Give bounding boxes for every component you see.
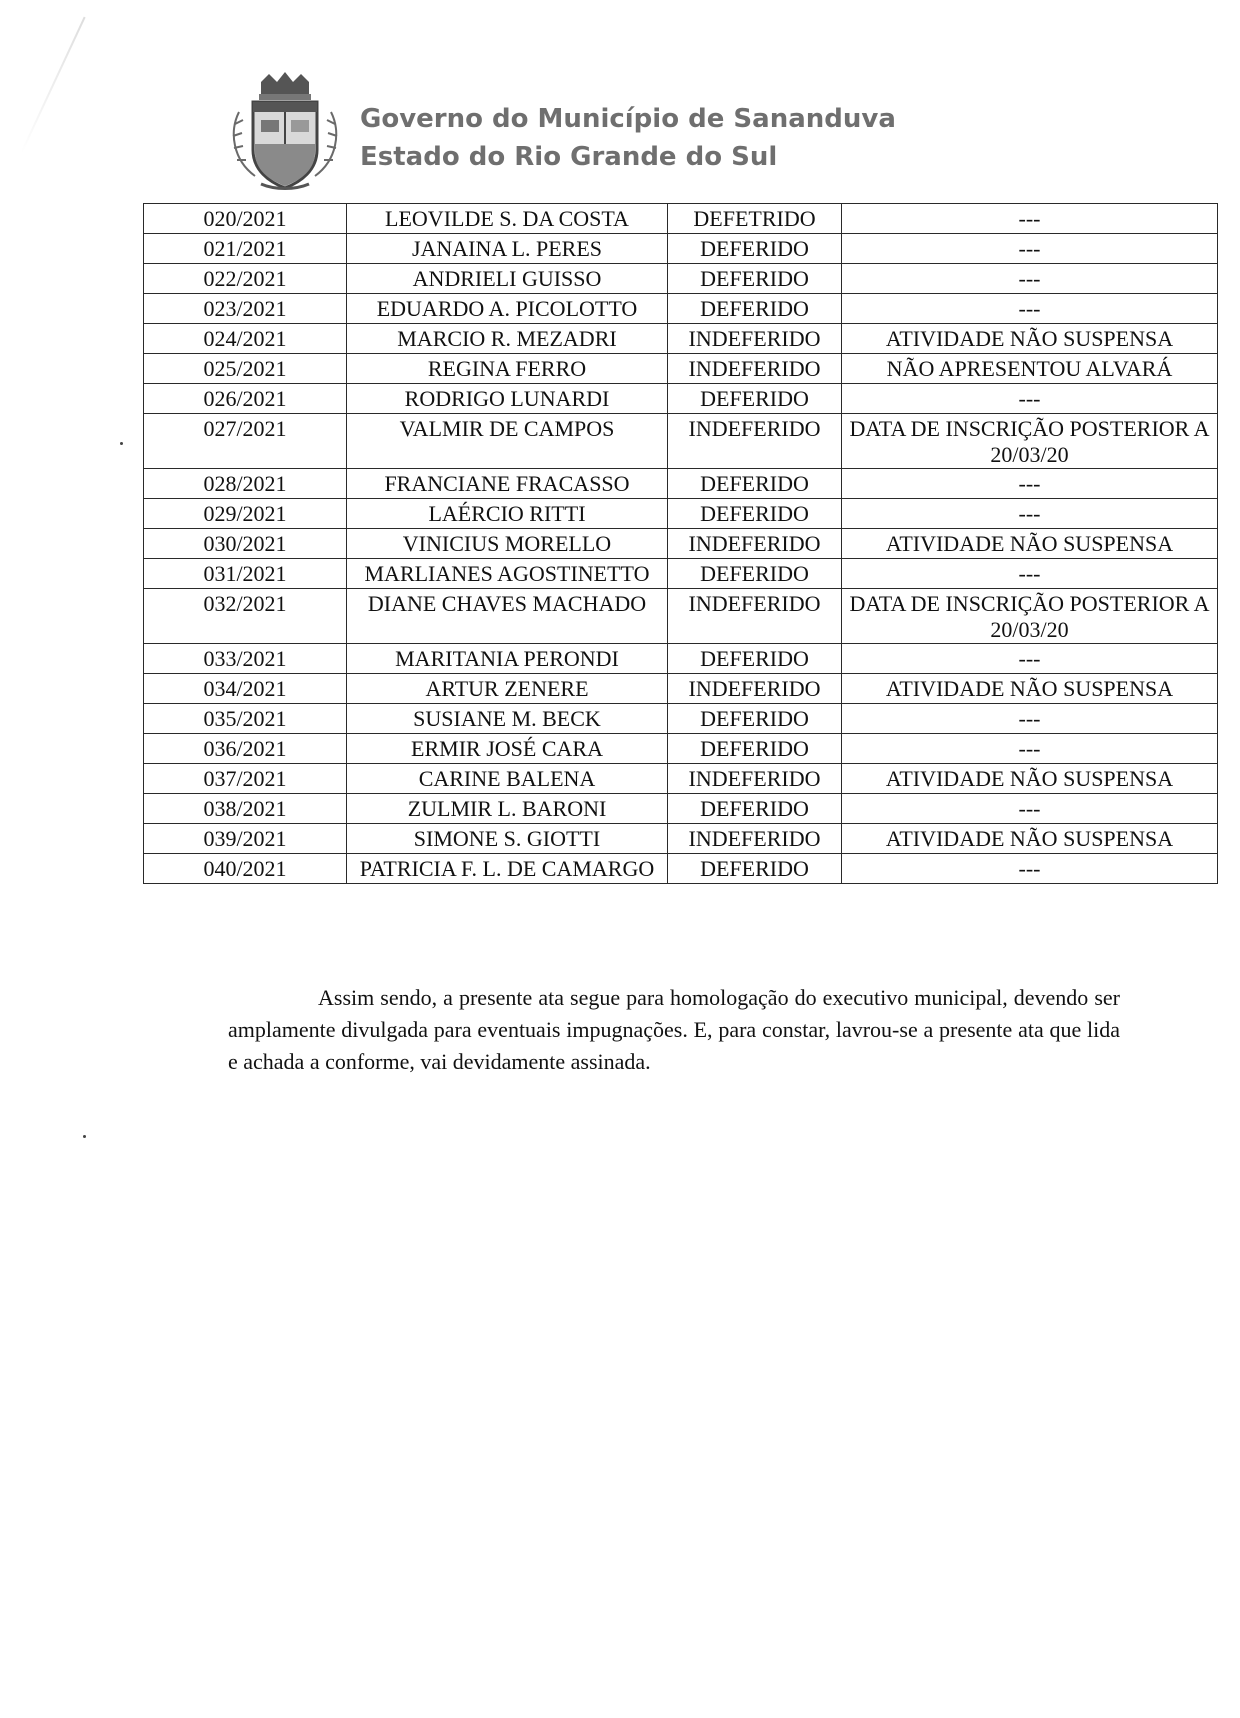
scan-speck: [120, 442, 123, 445]
reason-cell: ATIVIDADE NÃO SUSPENSA: [842, 674, 1218, 704]
applicant-name-cell: MARITANIA PERONDI: [347, 644, 668, 674]
record-number-cell: 031/2021: [144, 559, 347, 589]
letterhead: [225, 68, 925, 196]
applicant-name-cell: VALMIR DE CAMPOS: [347, 414, 668, 469]
applicant-name-cell: DIANE CHAVES MACHADO: [347, 589, 668, 644]
decision-cell: DEFERIDO: [668, 644, 842, 674]
table-row: [144, 794, 1218, 824]
record-number-cell: 039/2021: [144, 824, 347, 854]
decision-cell: INDEFERIDO: [668, 589, 842, 644]
applicant-name-cell: CARINE BALENA: [347, 764, 668, 794]
reason-cell: DATA DE INSCRIÇÃO POSTERIOR A 20/03/20: [842, 414, 1218, 469]
table-row: [144, 414, 1218, 469]
record-number-cell: 028/2021: [144, 469, 347, 499]
table-row: [144, 559, 1218, 589]
decision-cell: DEFERIDO: [668, 469, 842, 499]
reason-cell: ---: [842, 234, 1218, 264]
record-number-cell: 040/2021: [144, 854, 347, 884]
decision-cell: INDEFERIDO: [668, 354, 842, 384]
decision-cell: DEFERIDO: [668, 559, 842, 589]
table-row: [144, 644, 1218, 674]
table-row: [144, 589, 1218, 644]
closing-paragraph: Assim sendo, a presente ata segue para homologação do executivo municipal, devendo ser amplamente divulgada para eventuais impugnações. E, para constar, lavrou-se a presente ata que lida e achada a conforme, vai devidamente assinada.: [228, 985, 1120, 1074]
reason-cell: ---: [842, 559, 1218, 589]
reason-cell: ---: [842, 734, 1218, 764]
reason-cell: ATIVIDADE NÃO SUSPENSA: [842, 324, 1218, 354]
table-row: [144, 234, 1218, 264]
decision-cell: DEFERIDO: [668, 234, 842, 264]
applicant-name-cell: JANAINA L. PERES: [347, 234, 668, 264]
applicant-name-cell: FRANCIANE FRACASSO: [347, 469, 668, 499]
reason-cell: ---: [842, 204, 1218, 234]
record-number-cell: 029/2021: [144, 499, 347, 529]
reason-cell: ---: [842, 294, 1218, 324]
decision-cell: DEFERIDO: [668, 384, 842, 414]
record-number-cell: 021/2021: [144, 234, 347, 264]
reason-cell: ---: [842, 264, 1218, 294]
table-row: [144, 204, 1218, 234]
record-number-cell: 027/2021: [144, 414, 347, 469]
decision-cell: DEFERIDO: [668, 794, 842, 824]
table-row: [144, 704, 1218, 734]
record-number-cell: 035/2021: [144, 704, 347, 734]
applications-table: [143, 203, 1218, 884]
record-number-cell: 038/2021: [144, 794, 347, 824]
reason-cell: ---: [842, 644, 1218, 674]
applicant-name-cell: SIMONE S. GIOTTI: [347, 824, 668, 854]
table-row: [144, 764, 1218, 794]
applicant-name-cell: LAÉRCIO RITTI: [347, 499, 668, 529]
applicant-name-cell: ZULMIR L. BARONI: [347, 794, 668, 824]
table-row: [144, 824, 1218, 854]
record-number-cell: 024/2021: [144, 324, 347, 354]
applicant-name-cell: EDUARDO A. PICOLOTTO: [347, 294, 668, 324]
state-subtitle: Estado do Rio Grande do Sul: [360, 142, 778, 172]
record-number-cell: 020/2021: [144, 204, 347, 234]
decision-cell: DEFERIDO: [668, 734, 842, 764]
reason-cell: DATA DE INSCRIÇÃO POSTERIOR A 20/03/20: [842, 589, 1218, 644]
decision-cell: INDEFERIDO: [668, 414, 842, 469]
reason-cell: ---: [842, 499, 1218, 529]
decision-cell: DEFERIDO: [668, 499, 842, 529]
government-title: Governo do Município de Sananduva: [360, 104, 896, 134]
table-row: [144, 294, 1218, 324]
applicant-name-cell: ERMIR JOSÉ CARA: [347, 734, 668, 764]
decision-cell: INDEFERIDO: [668, 674, 842, 704]
record-number-cell: 022/2021: [144, 264, 347, 294]
table-row: [144, 384, 1218, 414]
decision-cell: DEFETRIDO: [668, 204, 842, 234]
record-number-cell: 026/2021: [144, 384, 347, 414]
applicant-name-cell: RODRIGO LUNARDI: [347, 384, 668, 414]
table-row: [144, 324, 1218, 354]
table-row: [144, 854, 1218, 884]
reason-cell: ---: [842, 854, 1218, 884]
applicant-name-cell: ARTUR ZENERE: [347, 674, 668, 704]
applicant-name-cell: VINICIUS MORELLO: [347, 529, 668, 559]
reason-cell: ATIVIDADE NÃO SUSPENSA: [842, 824, 1218, 854]
table-row: [144, 499, 1218, 529]
table-row: [144, 734, 1218, 764]
decision-cell: DEFERIDO: [668, 294, 842, 324]
applicant-name-cell: REGINA FERRO: [347, 354, 668, 384]
record-number-cell: 036/2021: [144, 734, 347, 764]
scan-speck: [83, 1135, 86, 1138]
reason-cell: ---: [842, 794, 1218, 824]
record-number-cell: 037/2021: [144, 764, 347, 794]
reason-cell: ATIVIDADE NÃO SUSPENSA: [842, 764, 1218, 794]
reason-cell: ---: [842, 384, 1218, 414]
decision-cell: INDEFERIDO: [668, 324, 842, 354]
record-number-cell: 025/2021: [144, 354, 347, 384]
record-number-cell: 033/2021: [144, 644, 347, 674]
record-number-cell: 030/2021: [144, 529, 347, 559]
reason-cell: ---: [842, 469, 1218, 499]
record-number-cell: 032/2021: [144, 589, 347, 644]
decision-cell: INDEFERIDO: [668, 824, 842, 854]
decision-cell: INDEFERIDO: [668, 529, 842, 559]
scan-artifact: [20, 17, 85, 154]
reason-cell: ATIVIDADE NÃO SUSPENSA: [842, 529, 1218, 559]
table-row: [144, 264, 1218, 294]
applicant-name-cell: MARLIANES AGOSTINETTO: [347, 559, 668, 589]
record-number-cell: 023/2021: [144, 294, 347, 324]
decision-cell: INDEFERIDO: [668, 764, 842, 794]
applicant-name-cell: LEOVILDE S. DA COSTA: [347, 204, 668, 234]
table-row: [144, 469, 1218, 499]
decision-cell: DEFERIDO: [668, 704, 842, 734]
table-row: [144, 354, 1218, 384]
applicant-name-cell: PATRICIA F. L. DE CAMARGO: [347, 854, 668, 884]
municipal-coat-of-arms-icon: [225, 72, 345, 194]
decision-cell: DEFERIDO: [668, 854, 842, 884]
table-row: [144, 529, 1218, 559]
applicant-name-cell: SUSIANE M. BECK: [347, 704, 668, 734]
record-number-cell: 034/2021: [144, 674, 347, 704]
reason-cell: ---: [842, 704, 1218, 734]
applicant-name-cell: ANDRIELI GUISSO: [347, 264, 668, 294]
reason-cell: NÃO APRESENTOU ALVARÁ: [842, 354, 1218, 384]
decision-cell: DEFERIDO: [668, 264, 842, 294]
table-row: [144, 674, 1218, 704]
applicant-name-cell: MARCIO R. MEZADRI: [347, 324, 668, 354]
